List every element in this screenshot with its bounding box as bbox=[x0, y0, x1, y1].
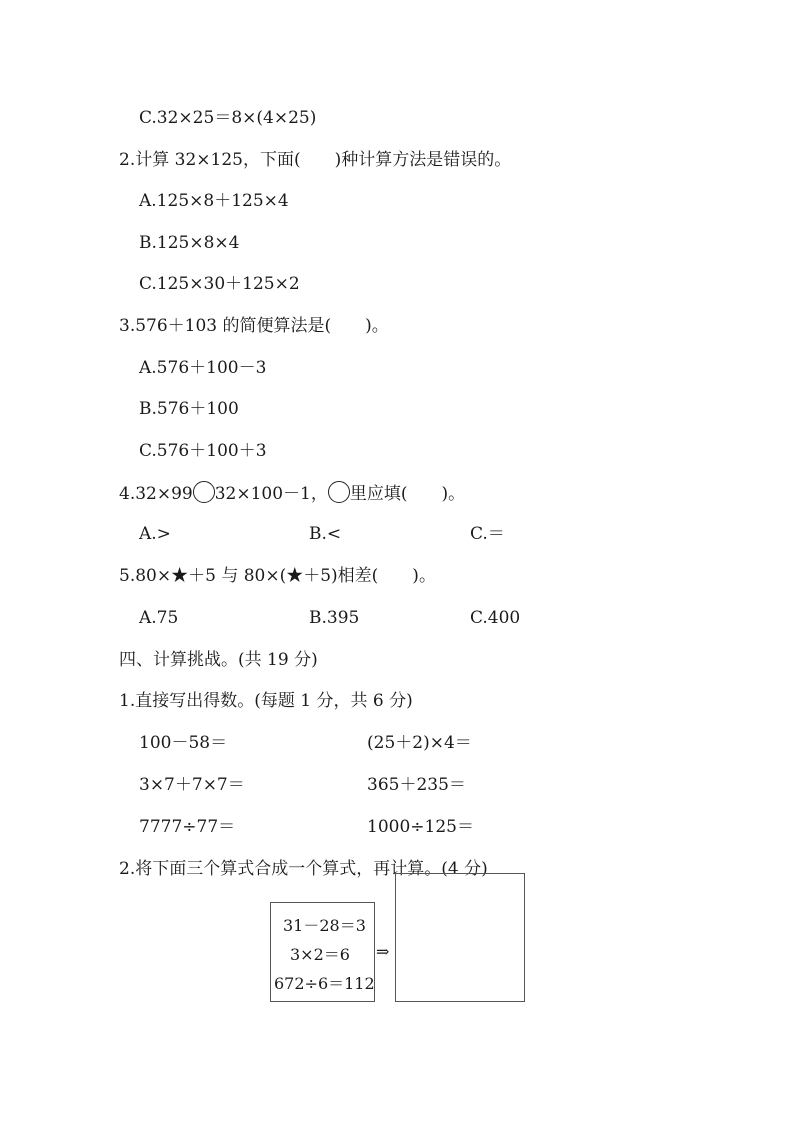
q3-option-b: B.576＋100 bbox=[139, 399, 239, 419]
section-4-sub1-stem: 1.直接写出得数。(每题 1 分，共 6 分) bbox=[119, 691, 413, 711]
blank-circle-icon bbox=[328, 481, 350, 503]
q4-stem-part3: 里应填( )。 bbox=[349, 484, 466, 504]
calc-item: 7777÷77＝ bbox=[139, 817, 236, 837]
q5-option-a: A.75 bbox=[139, 608, 179, 628]
q4-stem-part1: 4.32×99 bbox=[119, 484, 193, 504]
q5-option-c: C.400 bbox=[470, 608, 521, 628]
q5-option-b: B.395 bbox=[309, 608, 360, 628]
answer-box[interactable] bbox=[395, 873, 525, 1002]
q2-stem: 2.计算 32×125，下面( )种计算方法是错误的。 bbox=[119, 150, 512, 170]
calc-item: (25＋2)×4＝ bbox=[367, 733, 472, 753]
q4-option-a: A.> bbox=[139, 524, 171, 544]
blank-circle-icon bbox=[193, 481, 215, 503]
q4-stem bbox=[119, 481, 465, 506]
q4-stem-part2: 32×100－1， bbox=[214, 484, 328, 504]
q3-option-c: C.576＋100＋3 bbox=[139, 441, 267, 461]
calc-item: 1000÷125＝ bbox=[367, 817, 474, 837]
equation-2: 3×2＝6 bbox=[290, 945, 350, 964]
q4-option-b: B.< bbox=[309, 524, 342, 544]
q2-option-b: B.125×8×4 bbox=[139, 233, 240, 253]
calc-item: 3×7＋7×7＝ bbox=[139, 775, 245, 795]
calc-item: 365＋235＝ bbox=[367, 775, 466, 795]
calc-item: 100－58＝ bbox=[139, 733, 228, 753]
equation-1: 31－28＝3 bbox=[283, 916, 366, 935]
q2-option-c: C.125×30＋125×2 bbox=[139, 274, 300, 294]
implies-arrow-icon: ⇒ bbox=[376, 942, 390, 961]
q3-stem: 3.576＋103 的简便算法是( )。 bbox=[119, 316, 389, 336]
q5-stem: 5.80×★＋5 与 80×(★＋5)相差( )。 bbox=[119, 566, 436, 586]
equation-3: 672÷6＝112 bbox=[274, 974, 375, 993]
section-4-title: 四、计算挑战。(共 19 分) bbox=[119, 650, 318, 670]
section-4-sub2-stem: 2.将下面三个算式合成一个算式，再计算。(4 分) bbox=[119, 859, 488, 879]
q1-option-c: C.32×25＝8×(4×25) bbox=[139, 108, 317, 128]
q3-option-a: A.576＋100－3 bbox=[139, 358, 267, 378]
q2-option-a: A.125×8＋125×4 bbox=[139, 191, 289, 211]
q4-option-c: C.＝ bbox=[470, 524, 505, 544]
